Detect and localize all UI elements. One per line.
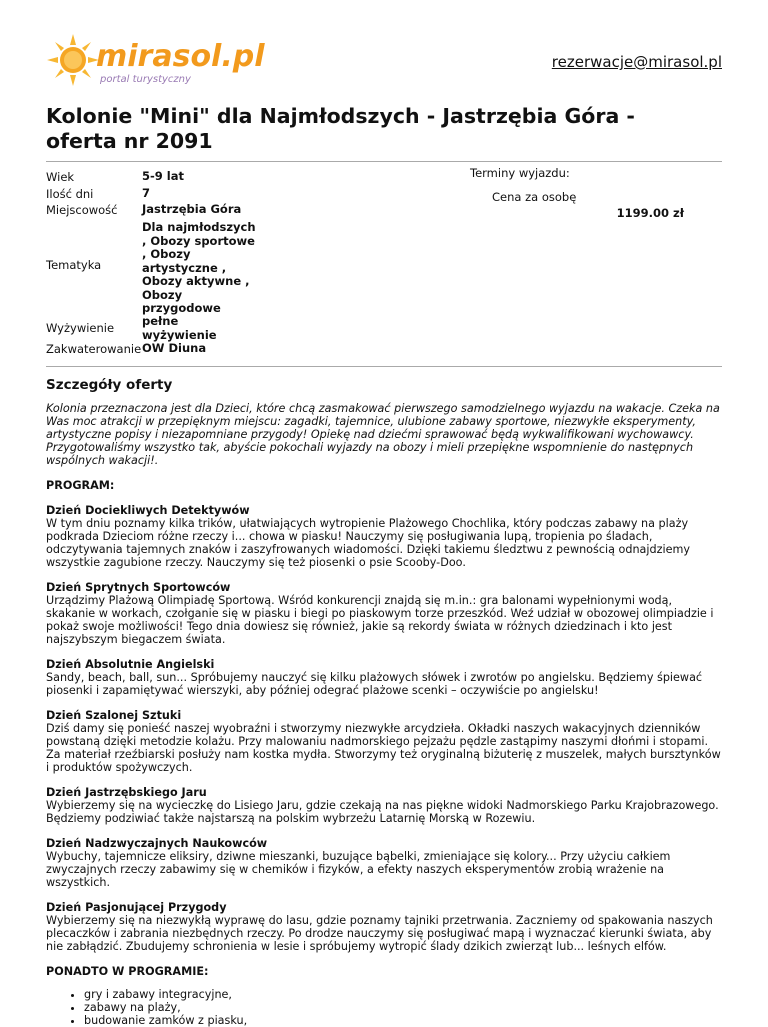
program-day [46,581,722,646]
program-heading: PROGRAM: [46,479,115,492]
list-item: • zabawy na plaży, [84,1001,722,1014]
day-text: Urządzimy Plażową Olimpiadę Sportową. Wśród konkurencji znajdą się m.in.: gra balonami wypełnionymi wodą, skakanie w workach, czołganie się w piasku i biegi po piaskowym torze przeszkód. Weź udział w obozowej olimpiadzie i pokaż swoje możliwości! Tego dnia dowiesz się również, jakie są rekordy świata w różnych dziedzinach i kto jest najszybszym biegaczem świata. [46,594,714,646]
theme-value: Dla najmłodszych , Obozy sportowe , Obozy artystyczne , Obozy aktywne , Obozy przygodowe [142,220,256,315]
day-title: Dzień Szalonej Sztuki [46,709,182,722]
days-label: Ilość dni [46,187,94,201]
lodging-value: OW Diuna [142,341,207,355]
day-title: Dzień Absolutnie Angielski [46,658,215,671]
age-value: 5-9 lat [142,169,184,183]
food-label: Wyżywienie [46,321,115,335]
divider-details [46,366,722,367]
food-value: pełne wyżywienie [142,314,217,342]
day-title: Dzień Jastrzębskiego Jaru [46,786,207,799]
day-text: Wybuchy, tajemnicze eliksiry, dziwne mieszanki, buzujące bąbelki, zmieniające się kolory... Przy użyciu całkiem zwyczajnych rzeczy zabawimy się w chemików i fizyków, a efekty naszych eksperymentów zrobią wrażenie na wszystkich. [46,850,671,889]
program-day [46,837,722,889]
age-label: Wiek [46,170,75,184]
day-text: Dziś damy się ponieść naszej wyobraźni i stworzymy niezwykłe arcydzieła. Okładki naszych wakacyjnych dzienników powstaną dzięki metodzie kolażu. Przy malowaniu nadmorskiego pejzażu pędzle zastąpimy naszymi dłońmi i stopami. Za materiał rzeźbiarski posłuży nam kostka mydła. Stworzymy też oryginalną biżuterię z muszelek, małych bursztynków i produktów spożywczych. [46,722,721,774]
lodging-label: Zakwaterowanie [46,342,142,356]
place-label: Miejscowość [46,203,118,217]
theme-label: Tematyka [46,258,102,272]
day-text: Sandy, beach, ball, sun... Spróbujemy nauczyć się kilku plażowych słówek i zwrotów po angielsku. Będziemy śpiewać piosenki i zapamiętywać wierszyki, aby później odegrać plażowe scenki – oczywiście po angielsku! [46,671,703,697]
program-day [46,901,722,953]
sun-logo-icon [46,32,286,88]
program-day [46,658,722,697]
day-title: Dzień Dociekliwych Detektywów [46,504,250,517]
divider-top [46,161,722,162]
mirasol-logo[interactable] [46,32,286,88]
details-heading: Szczegóły oferty [46,377,173,393]
day-text: Wybierzemy się na wycieczkę do Lisiego Jaru, gdzie czekają na nas piękne widoki Nadmorskiego Parku Krajobrazowego. Będziemy podziwiać także najstarszą na polskim wybrzeżu Latarnię Morską w Rozewiu. [46,799,719,825]
days-value: 7 [142,186,151,200]
list-item: • budowanie zamków z piasku, [84,1014,722,1027]
more-program-heading: PONADTO W PROGRAMIE: [46,965,209,978]
day-title: Dzień Sprytnych Sportowców [46,581,231,594]
email-container [552,52,722,71]
day-title: Dzień Nadzwyczajnych Naukowców [46,837,268,850]
day-title: Dzień Pasjonującej Przygody [46,901,227,914]
price-label: Cena za osobę [492,190,577,204]
program-day [46,786,722,825]
svg-text:mirasol.pl: mirasol.pl [96,39,265,74]
day-text: W tym dniu poznamy kilka trików, ułatwiających wytropienie Plażowego Chochlika, który podczas zabawy na plaży podkrada Dzieciom różne rzeczy i... chowa w piasku! Nauczymy się posługiwania lupą, tropienia po śladach, odczytywania tajemnych znaków i zaszyfrowanych wiadomości. Dzięki takiemu śledztwu z pewnością odnajdziemy wszystkie zagubione rzeczy. Nauczymy się też piosenki o psie Scooby-Doo. [46,517,691,569]
day-text: Wybierzemy się na niezwykłą wyprawę do lasu, gdzie poznamy tajniki przetrwania. Zaczniemy od spakowania naszych plecaczków i zabrania niezbędnych rzeczy. Po drodze nauczymy się posługiwać mapą i wyznaczać kierunki świata, aby nie zabłądzić. Zbudujemy schronienia w lesie i spróbujemy wytropić ślady dzikich zwierząt lub... leśnych elfów. [46,914,713,953]
program-day [46,709,722,774]
list-item: • gry i zabawy integracyjne, [84,988,722,1001]
departure-dates-label: Terminy wyjazdu: [470,166,570,180]
intro-text: Kolonia przeznaczona jest dla Dzieci, które chcą zasmakować pierwszego samodzielnego wyjazdu na wakacje. Czeka na Was moc atrakcji w przepięknym miejscu: zagadki, tajemnice, ulubione zabawy sportowe, niezwykłe eksperymenty, artystyczne popisy i niezapomniane przygody! Opiekę nad dziećmi sprawować będą wykwalifikowani wychowawcy. Przygotowaliśmy wszystko tak, abyście pokochali wyjazdy na obozy i mieli przepiękne wspomnienie do następnych wspólnych wakacji!. [46,402,720,467]
page-title: Kolonie "Mini" dla Najmłodszych - Jastrzębia Góra - oferta nr 2091 [46,104,635,153]
price-value: 1199.00 zł [616,206,684,220]
email-link[interactable]: rezerwacje@mirasol.pl [551,53,722,71]
details-content [46,402,722,1027]
place-value: Jastrzębia Góra [142,202,242,216]
svg-text:portal turystyczny: portal turystyczny [100,74,191,85]
program-day [46,504,722,569]
